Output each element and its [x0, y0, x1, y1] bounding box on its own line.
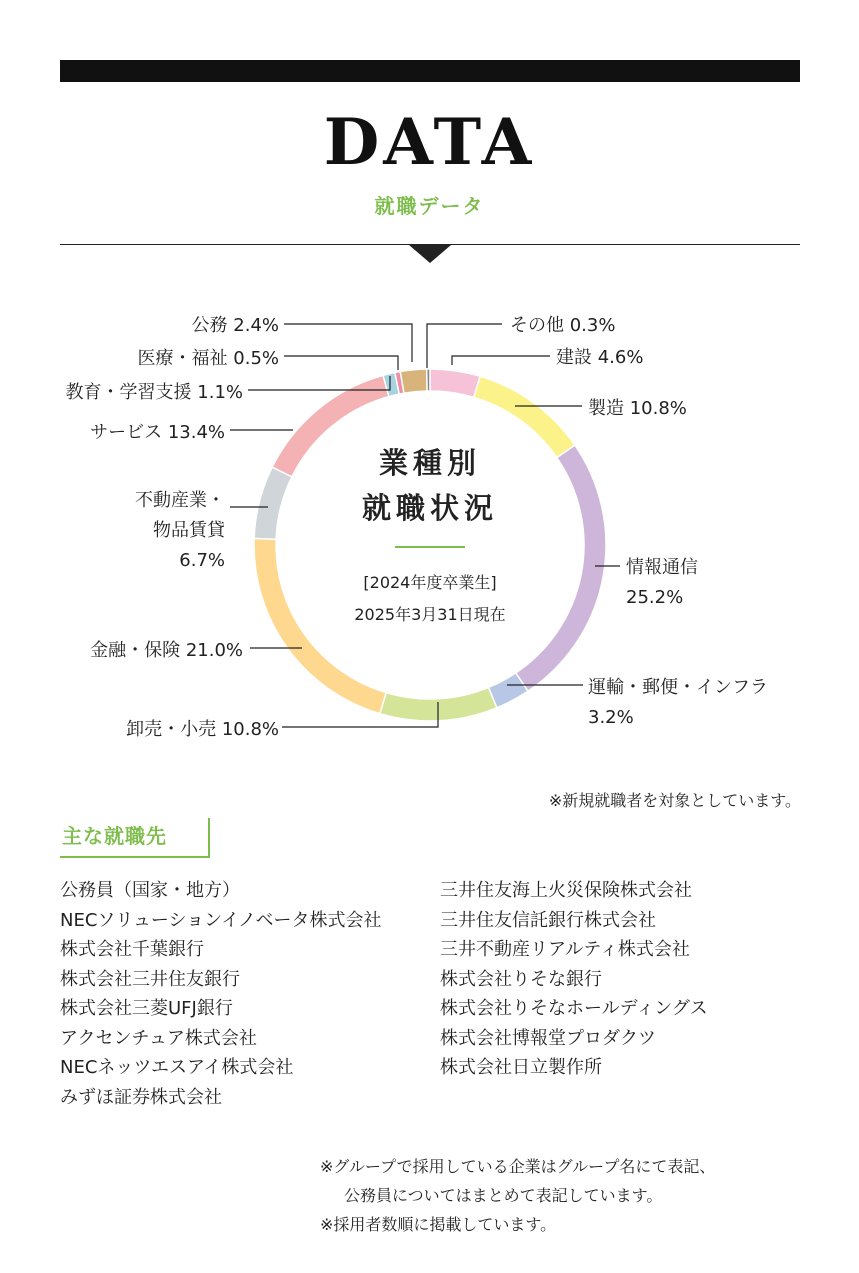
slice-label: 建設 4.6% — [556, 347, 644, 368]
slice-label: 3.2% — [588, 707, 634, 728]
slice-label: 教育・学習支援 1.1% — [65, 382, 243, 403]
slice-label: 25.2% — [626, 587, 684, 608]
notes — [320, 1152, 715, 1239]
chart-center-title: 業種別 — [378, 446, 482, 480]
donut-slice — [430, 369, 480, 397]
donut-slice — [254, 467, 292, 539]
slice-label: 金融・保険 21.0% — [90, 640, 243, 661]
down-arrow-icon — [409, 245, 451, 263]
slice-label: 医療・福祉 0.5% — [137, 348, 279, 369]
company-item: 三井住友信託銀行株式会社 — [440, 909, 656, 931]
slice-label: 不動産業・ — [135, 490, 225, 511]
chart-center-title: 就職状況 — [361, 491, 499, 525]
slice-label: 公務 2.4% — [191, 315, 279, 336]
company-item: 株式会社博報堂プロダクツ — [440, 1027, 656, 1049]
companies-heading — [60, 818, 210, 858]
note-line: 公務員についてはまとめて表記しています。 — [344, 1186, 663, 1205]
slice-label: 卸売・小売 10.8% — [126, 719, 279, 740]
company-item: 株式会社日立製作所 — [440, 1057, 602, 1078]
chart-footnote: ※新規就職者を対象としています。 — [548, 791, 801, 810]
slice-label: 物品賃貸 — [153, 520, 225, 541]
company-item: 株式会社三井住友銀行 — [60, 968, 240, 990]
slice-label: 6.7% — [179, 550, 225, 571]
leader-line — [427, 324, 502, 368]
companies-list-left — [60, 876, 381, 1112]
donut-slice — [400, 369, 427, 393]
chart-center-subtitle: 2025年3月31日現在 — [354, 605, 506, 624]
page-title: DATA — [323, 105, 536, 180]
note-line: ※採用者数順に掲載しています。 — [320, 1215, 557, 1234]
companies-list-right — [440, 876, 708, 1083]
leader-line — [284, 356, 398, 370]
company-item: アクセンチュア株式会社 — [60, 1027, 257, 1049]
company-item: 株式会社りそな銀行 — [440, 968, 602, 990]
donut-slice — [516, 445, 606, 691]
company-item: 公務員（国家・地方） — [60, 880, 240, 901]
donut-slice — [427, 369, 430, 391]
donut-slice — [474, 376, 575, 457]
chart-center-subtitle: [2024年度卒業生] — [363, 573, 497, 592]
industry-donut-chart — [0, 290, 859, 760]
company-item: 三井住友海上火災保険株式会社 — [440, 880, 692, 901]
donut-slice — [254, 538, 386, 713]
slice-label: サービス 13.4% — [90, 422, 225, 443]
slice-label: 情報通信 — [626, 557, 698, 578]
company-item: 三井不動産リアルティ株式会社 — [440, 939, 690, 960]
company-item: みずほ証券株式会社 — [60, 1086, 222, 1108]
company-item: NECネッツエスアイ株式会社 — [60, 1057, 294, 1078]
top-bar — [60, 60, 800, 82]
page-subtitle: 就職データ — [374, 194, 485, 218]
companies-heading-label: 主な就職先 — [62, 824, 167, 848]
slice-label: 運輸・郵便・インフラ — [588, 677, 768, 698]
slice-label: 製造 10.8% — [588, 398, 687, 419]
slice-label: その他 0.3% — [510, 315, 616, 336]
company-item: 株式会社千葉銀行 — [60, 939, 204, 960]
company-item: 株式会社りそなホールディングス — [440, 998, 708, 1019]
company-item: NECソリューションイノベータ株式会社 — [60, 909, 382, 931]
leader-line — [452, 356, 550, 365]
company-item: 株式会社三菱UFJ銀行 — [60, 998, 233, 1019]
note-line: ※グループで採用している企業はグループ名にて表記、 — [320, 1157, 716, 1176]
